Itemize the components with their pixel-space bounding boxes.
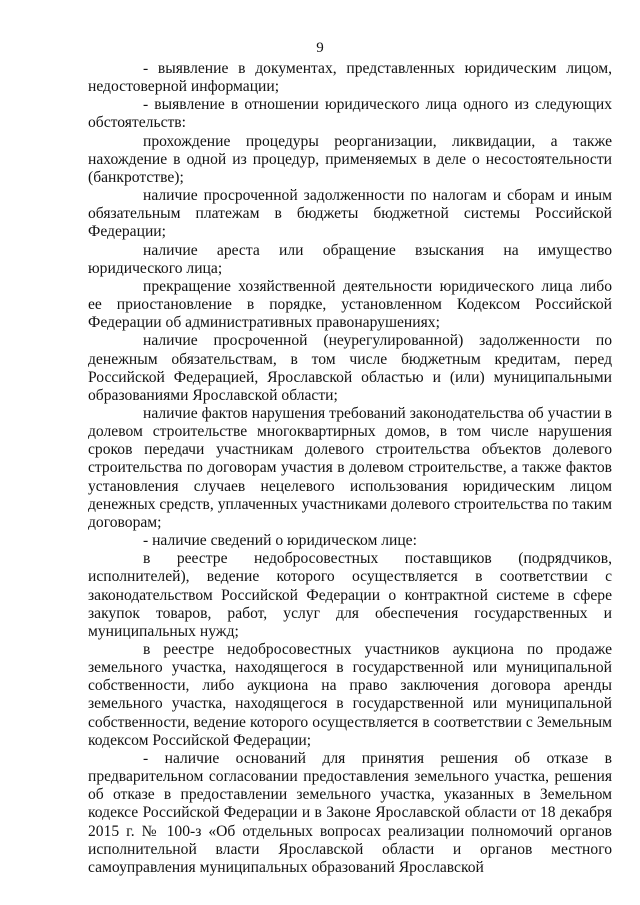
document-body bbox=[88, 60, 612, 877]
paragraph-overdue-debt: наличие просроченной (неурегулированной) задолженности по денежным обязательствам, в том числе бюджетным кредитам, перед Российской Федерацией, Ярославской областью и (или) муниципальными образованиями Ярославской области; bbox=[88, 332, 612, 404]
paragraph-suppliers-registry: в реестре недобросовестных поставщиков (подрядчиков, исполнителей), ведение которого осуществляется в соответствии с законодательством Российской Федерации о контрактной системе в сфере закупок товаров, работ, услуг для обеспечения государственных и муниципальных нужд; bbox=[88, 550, 612, 640]
paragraph-registry-intro: - наличие сведений о юридическом лице: bbox=[143, 532, 417, 550]
paragraph-auction-registry: в реестре недобросовестных участников аукциона по продаже земельного участка, находящегося в государственной или муниципальной собственности, либо аукциона на право заключения договора аренды земельного участка, находящегося в государственной или муниципальной собственности, ведение которого осуществляется в соответствии с Земельным кодексом Российской Федерации; bbox=[88, 641, 612, 749]
paragraph-tax-arrears: наличие просроченной задолженности по налогам и сборам и иным обязательным платежам в бюджеты бюджетной системы Российской Федерации; bbox=[88, 187, 612, 241]
paragraph-circumstances-intro: - выявление в отношении юридического лица одного из следующих обстоятельств: bbox=[88, 96, 612, 132]
paragraph-reorganization: прохождение процедуры реорганизации, ликвидации, а также нахождение в одной из процедур, применяемых в деле о несостоятельности (банкротстве); bbox=[88, 132, 612, 186]
page-number: 9 bbox=[316, 40, 324, 56]
paragraph-property-arrest: наличие ареста или обращение взыскания на имущество юридического лица; bbox=[88, 241, 612, 277]
paragraph-unreliable-info: - выявление в документах, представленных юридическим лицом, недостоверной информации; bbox=[88, 60, 612, 96]
paragraph-refusal-grounds: - наличие оснований для принятия решения об отказе в предварительном согласовании предоставления земельного участка, решения об отказе в предоставлении земельного участка, указанных в Земельном кодексе Российской Федерации и в Законе Ярославской области от 18 декабря 2015 г. № 100-з «Об отдельных вопросах реализации полномочий органов исполнительной власти Ярославской области и органов местного самоуправления муниципальных образований Ярославской bbox=[88, 749, 612, 876]
paragraph-activity-suspension: прекращение хозяйственной деятельности юридического лица либо ее приостановление в порядке, установленном Кодексом Российской Федерации об административных правонарушениях; bbox=[88, 277, 612, 332]
paragraph-shared-construction-violations: наличие фактов нарушения требований законодательства об участии в долевом строительстве многоквартирных домов, в том числе нарушения сроков передачи участникам долевого строительства объектов долевого строительства по договорам участия в долевом строительстве, а также фактов установления случаев нецелевого использования юридическим лицом денежных средств, уплаченных участниками долевого строительства по таким договорам; bbox=[88, 404, 612, 531]
